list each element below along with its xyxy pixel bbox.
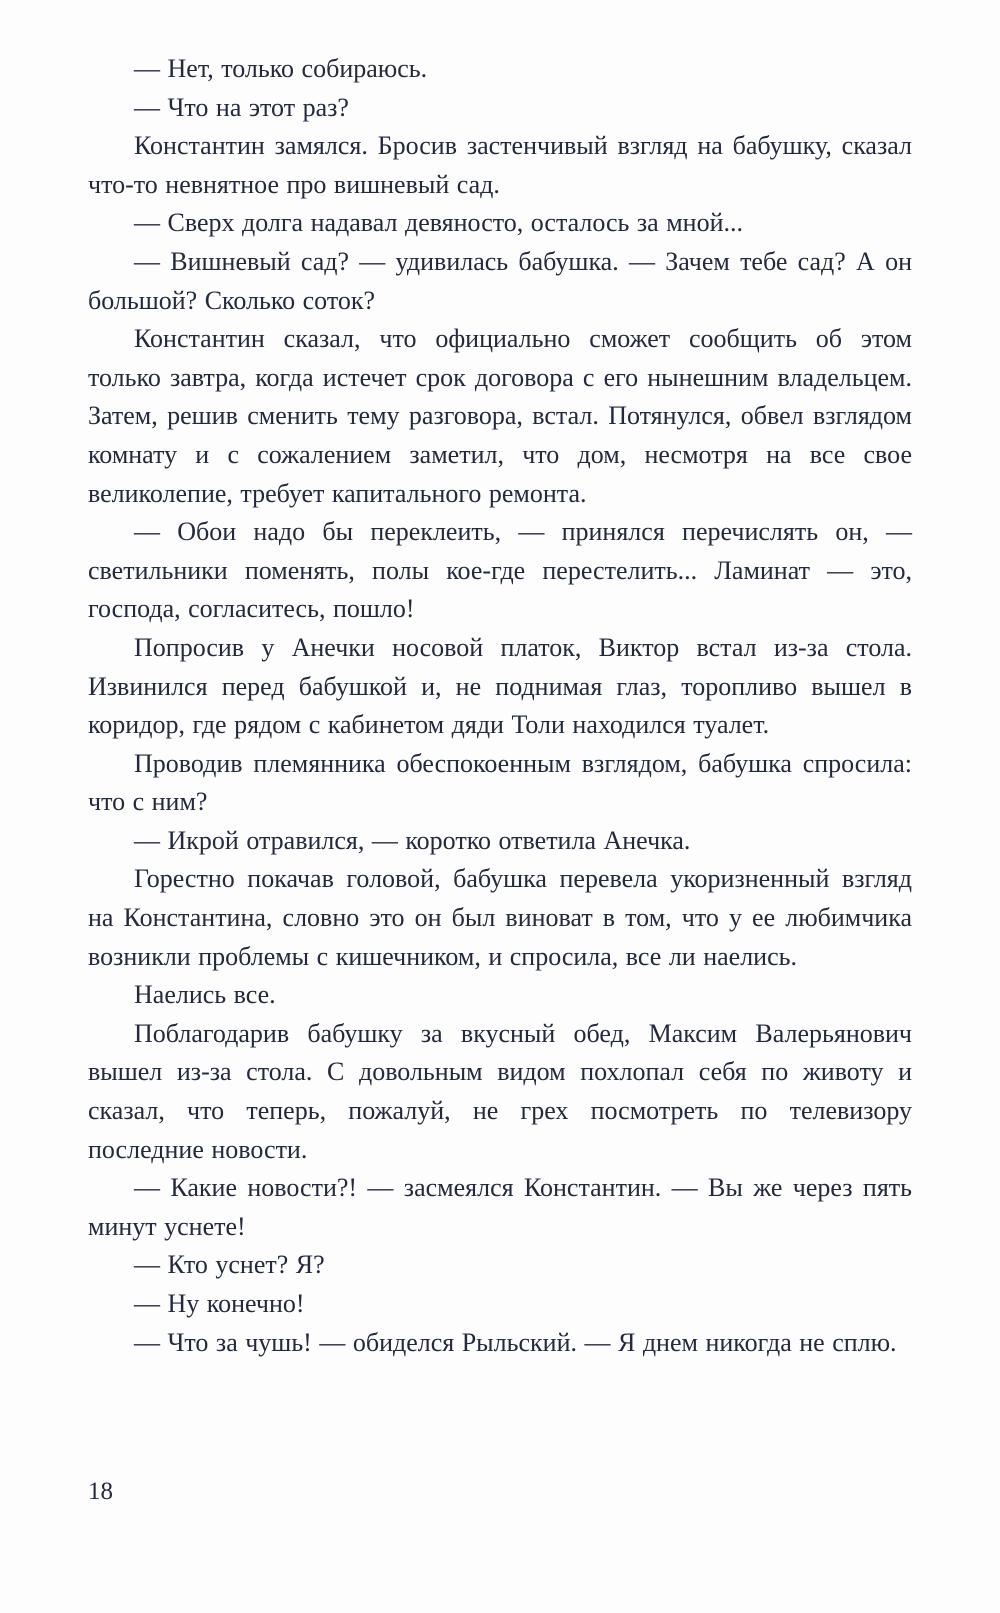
paragraph: — Что на этот раз?: [134, 92, 349, 122]
paragraph: Горестно покачав головой, бабушка перевела укоризненный взгляд на Константина, словно это он был виноват в том, что у ее любимчика возникли проблемы с кишечником, и спросила, все ли наелись.: [88, 864, 912, 971]
page-number: 18: [88, 1478, 113, 1505]
paragraph: Проводив племянника обеспокоенным взглядом, бабушка спросила: что с ним?: [88, 748, 912, 817]
paragraph: — Какие новости?! — засмеялся Константин. — Вы же через пять минут уснете!: [88, 1173, 912, 1241]
paragraph: — Кто уснет? Я?: [134, 1250, 325, 1280]
paragraph: Попросив у Анечки носовой платок, Виктор встал из-за стола. Извинился перед бабушкой и, не поднимая глаз, торопливо вышел в коридор, где рядом с кабинетом дяди Толи находился туалет.: [88, 632, 912, 740]
paragraph: — Сверх долга надавал девяносто, осталось за мной...: [134, 208, 743, 238]
paragraph: — Вишневый сад? — удивилась бабушка. — Зачем тебе сад? А он большой? Сколько соток?: [88, 246, 912, 315]
paragraph: Наелись все.: [134, 980, 276, 1010]
page-text: [88, 50, 912, 1362]
paragraph: Поблагодарив бабушку за вкусный обед, Максим Валерьянович вышел из-за стола. С довольным видом похлопал себя по животу и сказал, что теперь, пожалуй, не грех посмотреть по телевизору последние новости.: [88, 1018, 912, 1164]
paragraph: — Что за чушь! — обиделся Рыльский. — Я днем никогда не сплю.: [134, 1327, 897, 1357]
paragraph: Константин сказал, что официально сможет сообщить об этом только завтра, когда истечет срок договора с его нынешним владельцем. Затем, решив сменить тему разговора, встал. Потянулся, обвел взглядом комнату и с сожалением заметил, что дом, несмотря на все свое великолепие, требует капитального ремонта.: [88, 324, 912, 508]
paragraph: — Икрой отравился, — коротко ответила Анечка.: [134, 825, 691, 855]
paragraph: Константин замялся. Бросив застенчивый взгляд на бабушку, сказал что-то невнятное про вишневый сад.: [88, 131, 912, 199]
paragraph: — Обои надо бы переклеить, — принялся перечислять он, — светильники поменять, полы кое-где перестелить... Ламинат — это, господа, согласитесь, пошло!: [88, 517, 912, 624]
paragraph: — Нет, только собираюсь.: [134, 54, 428, 83]
paragraph: — Ну конечно!: [134, 1289, 305, 1318]
